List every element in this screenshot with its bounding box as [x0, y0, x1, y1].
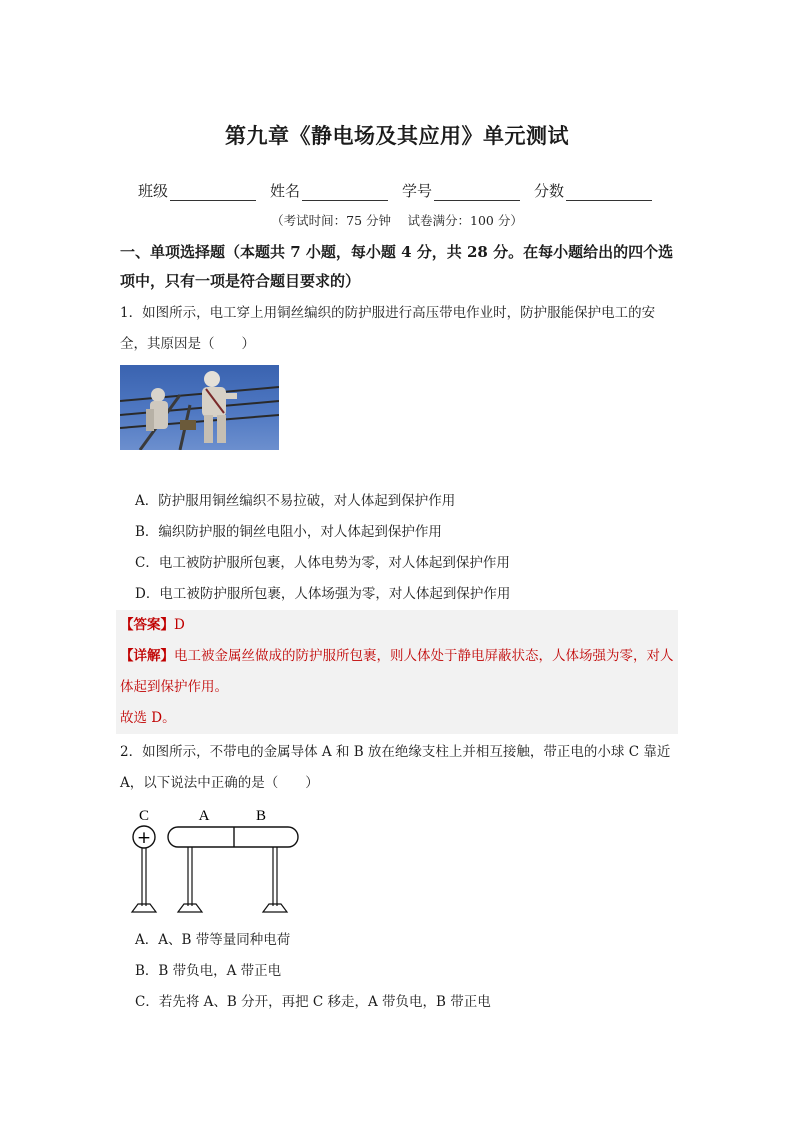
q2-option-c: C．若先将 A、B 分开，再把 C 移走，A 带负电，B 带正电	[135, 994, 491, 1010]
question-1-text: 1．如图所示，电工穿上用铜丝编织的防护服进行高压带电作业时，防护服能保护电工的安全，其原因是（ ）	[120, 305, 656, 352]
conductor-diagram-art	[120, 800, 320, 920]
label-a: A	[198, 808, 210, 824]
question-2-text: 2．如图所示，不带电的金属导体 A 和 B 放在绝缘支柱上并相互接触，带正电的小球 C 靠近 A，以下说法中正确的是（ ）	[120, 744, 671, 791]
student-info-line	[138, 180, 652, 201]
section-heading: 一、单项选择题（本题共 7 小题，每小题 4 分，共 28 分。在每小题给出的四个选项中，只有一项是符合题目要求的）	[120, 243, 674, 290]
answer-value: D	[174, 617, 185, 633]
conductor-ab	[168, 827, 298, 847]
stand-c-base	[132, 904, 156, 912]
conductor-diagram	[120, 800, 320, 920]
name-blank	[302, 184, 388, 201]
class-label: 班级	[138, 182, 169, 200]
label-b: B	[255, 808, 267, 824]
q2-option-b: B．B 带负电，A 带正电	[135, 963, 282, 979]
q1-option-c: C．电工被防护服所包裹，人体电势为零，对人体起到保护作用	[135, 555, 510, 571]
score-blank	[566, 184, 652, 201]
q1-option-a: A．防护服用铜丝编织不易拉破，对人体起到保护作用	[135, 493, 456, 509]
student-id-label: 学号	[402, 182, 433, 200]
label-c: C	[138, 808, 150, 824]
q1-option-b: B．编织防护服的铜丝电阻小，对人体起到保护作用	[135, 524, 442, 540]
electrician-photo-art	[120, 365, 279, 450]
exam-note: （考试时间：75 分钟 试卷满分：100 分）	[271, 213, 523, 228]
detail-text: 电工被金属丝做成的防护服所包裹，则人体处于静电屏蔽状态，人体场强为零，对人体起到保护作用。	[120, 648, 674, 695]
detail-label: 【详解】	[120, 648, 174, 664]
q1-option-d: D．电工被防护服所包裹，人体场强为零，对人体起到保护作用	[135, 586, 511, 602]
student-id-blank	[434, 184, 520, 201]
q1-detail	[120, 641, 680, 703]
score-field	[534, 180, 652, 201]
q1-answer	[120, 610, 680, 641]
name-label: 姓名	[270, 182, 301, 200]
class-blank	[170, 184, 256, 201]
plus-sign: +	[136, 828, 152, 848]
answer-label: 【答案】	[120, 617, 174, 633]
stand-b-base	[263, 904, 287, 912]
conclusion-text: 故选 D。	[120, 710, 176, 726]
class-field	[138, 180, 256, 201]
electrician-photo	[120, 365, 279, 450]
q1-conclusion	[120, 703, 680, 734]
student-id-field	[402, 180, 520, 201]
q2-option-a: A．A、B 带等量同种电荷	[135, 932, 291, 948]
name-field	[270, 180, 388, 201]
document-title: 第九章《静电场及其应用》单元测试	[225, 123, 569, 148]
score-label: 分数	[534, 182, 565, 200]
stand-a-base	[178, 904, 202, 912]
